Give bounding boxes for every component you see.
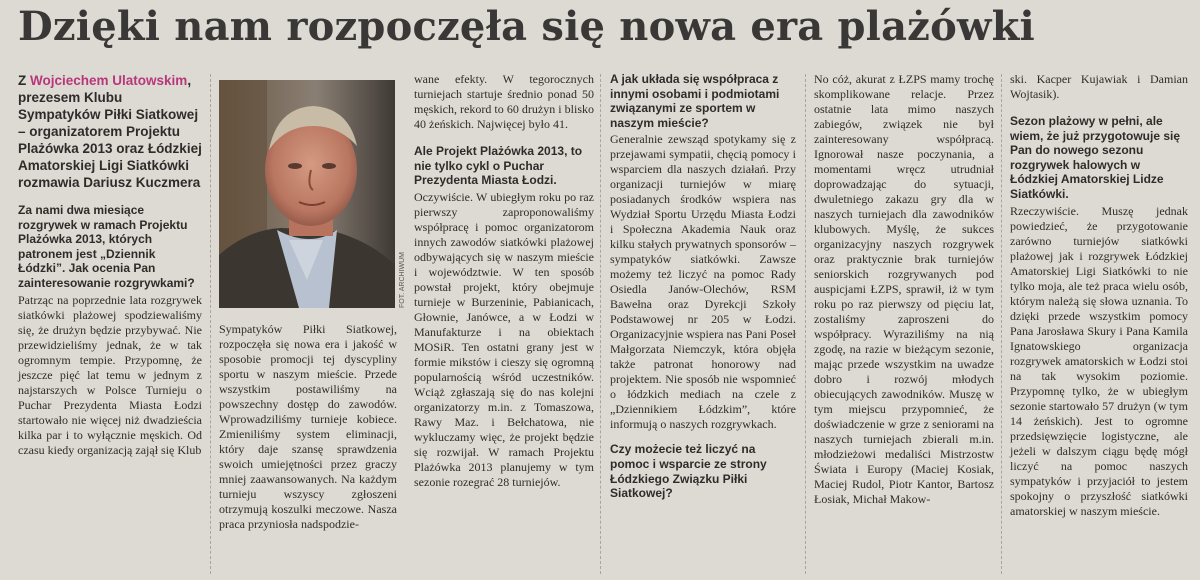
answer-4-end: ski. Kacper Kujawiak i Damian Wojtasik). [1010,72,1188,101]
lead-text: , prezesem Klubu Sympatyków Piłki Siatkowej – organizatorem Projektu Plażówka 2013 oraz Łódzkiej Amatorskiej Ligi Siatkówki rozmawia Dariusz Kuczmera [18,73,202,190]
article-column-5 [814,72,994,507]
article-column-3 [414,72,594,490]
lead-prefix: Z [18,73,30,88]
answer-2: Oczywiście. W ubiegłym roku po raz pierwszy zaproponowaliśmy współpracę i pomoc organizatorom innych zawodów siatkówki plażowej odbywających się w naszym mieście i województwie. W ten sposób powstał projekt, który obejmuje turnieje w Burzeninie, Pabianicach, Głownie, Janówce, a w Łodzi w Manufakturze i na obiektach MOSiR. Ten ostatni grany jest w formie mikstów i cieszy się ogromną popularnością wśród uczestników. Wciąż zgłaszają się do nas kolejni organizatorzy m.in. z Tomaszowa, Rawy Maz. i Bełchatowa, nie wykluczamy więc, że projekt będzie się rozwijał. W ramach Projektu Plażówka 2013 planujemy w tym sezonie rozegrać 28 turniejów. [414,189,594,489]
article-column-4 [610,72,796,501]
answer-5: Rzeczywiście. Muszę jednak powiedzieć, że przygotowanie zarówno turniejów siatkówki plażowej jak i rozgrywek Łódzkiej Amatorskiej Ligi Siatkówki to nie tylko moja, ale też praca wielu osób, którym należą się słowa uznania. To dzięki przede wszystkim pomocy Pana Jarosława Skury i Pana Kamila Ignatowskiego organizacja rozgrywek amatorskich w Łodzi stoi na tak wysokim poziomie. Przypomnę tylko, że w ubiegłym sezonie startowało 57 drużyn (w tym 14 żeńskich). Jest to ogromne przedsięwzięcie logistyczne, ale jeżeli w dalszym ciągu będę mógł liczyć na pomoc naszych sympatyków i przyjaciół to jestem spokojny o przyszłość siatkówki amatorskiej w naszym mieście. [1010,203,1188,518]
column-divider [805,74,806,574]
article-headline: Dzięki nam rozpoczęła się nowa era plażówki [18,3,1035,50]
answer-1-end: wane efekty. W tegorocznych turniejach startuje średnio ponad 50 męskich, rekord to 60 drużyn i blisko 40 żeńskich. Najwięcej było 41. [414,72,594,131]
photo-credit: FOT. ARCHIWUM [399,252,406,308]
question-4: Czy możecie też liczyć na pomoc i wsparcie ze strony Łódzkiego Związku Piłki Siatkowej? [610,442,767,501]
interviewee-name: Wojciechem Ulatowskim [30,73,188,88]
article-column-2 [219,322,397,532]
question-1: Za nami dwa miesiące rozgrywek w ramach Projektu Plażówka 2013, których patronem jest „Dziennik Łódzki”. Jak ocenia Pan zainteresowanie rozgrywkami? [18,203,195,290]
article-lead [18,72,202,191]
question-3: A jak układa się współpraca z innymi osobami i podmiotami związanymi ze sportem w naszym mieście? [610,72,780,130]
article-column-1 [18,72,202,458]
answer-1: Patrząc na poprzednie lata rozgrywek siatkówki plażowej spodziewaliśmy się, że drużyn będzie przybywać. Nie przewidzieliśmy jednak, że w tak ogromnym tempie. Przypomnę, że jeszcze pięć lat temu w jednym z najstarszych w Polsce Turnieju o Puchar Prezydenta Miasta Łodzi startowało nie więcej niż dwadzieścia kilka par i to wyłącznie męskich. Od czasu kiedy organizacją zajął się Klub [18,292,202,457]
question-5: Sezon plażowy w pełni, ale wiem, że już przygotowuje się Pan do nowego sezonu rozgrywek halowych w Łódzkiej Amatorskiej Lidze Siatkówki. [1010,114,1181,201]
column-divider [210,74,211,574]
article-column-6 [1010,72,1188,519]
column-divider [600,74,601,574]
answer-1-continued: Sympatyków Piłki Siatkowej, rozpoczęła się nowa era i jakość w sposobie promocji tej dyscypliny sportu w naszym mieście. Przede wszystkim postawiliśmy na powszechny dostęp do zawodów. Wprowadziliśmy turnieje kobiece. Zmieniliśmy system eliminacji, który daje szansę sprawdzenia swoich umiejętności przez graczy mniej zaawansowanych. Na każdym turnieju wszyscy zgłoszeni otrzymują koszulki meczowe. Nasza praca przyniosła nadspodzie- [219,322,397,531]
interviewee-photo [219,80,395,308]
question-2: Ale Projekt Plażówka 2013, to nie tylko cykl o Puchar Prezydenta Miasta Łodzi. [414,144,583,188]
answer-3: Generalnie zewsząd spotykamy się z przejawami sympatii, chęcią pomocy i wsparciem dla naszych działań. Przy organizacji turniejów w miarę posiadanych środków wspiera nas Wydział Sportu Urzędu Miasta Łodzi i Społeczna Akademia Nauk oraz kilku stałych prywatnych sponsorów – sympatyków siatkówki. Zawsze możemy też liczyć na pomoc Rady Osiedla Janów-Olechów, RSM Bawełna oraz Dyrekcji Szkoły Podstawowej nr 205 w Łodzi. Organizacyjnie wspiera nas Pani Poseł Małgorzata Niemczyk, która objęła także patronat honorowy nad projektem. Nie sposób nie wspomnieć o łódzkich mediach na czele z „Dziennikiem Łódzkim”, które informują o naszych rozgrywkach. [610,132,796,432]
column-divider [1001,74,1002,574]
answer-4: No cóż, akurat z ŁZPS mamy trochę skomplikowane relacje. Przez ostatnie lata mimo naszych zabiegów, związek nie był zainteresowany współpracą. Ignorował nasze poczynania, a momentami wręcz utrudniał doprowadzając do sytuacji, dwuletniego zakazu gry dla w naszych turniejach dla zawodników klubowych. Myślę, że sukces organizacyjny naszych rozgrywek oraz praktycznie brak turniejów seniorskich rozgrywanych pod auspicjami ŁZPS, sprawił, iż w tym roku po raz pierwszy od pięciu lat, zostaliśmy zaproszeni do współpracy. Wyraziliśmy na nią zgodę, na razie w bieżącym sezonie, mając przede wszystkim na uwadze dobro i rozwój młodych obiecujących zawodników. Muszę w tym miejscu przypomnieć, że doświadczenie w grze z seniorami na naszych turniejach zbierali m.in. młodzieżowi medaliści Mistrzostw Świata i Europy (Maciej Kosiak, Maciej Rudol, Piotr Kantor, Bartosz Łosiak, Michał Makow- [814,72,994,506]
